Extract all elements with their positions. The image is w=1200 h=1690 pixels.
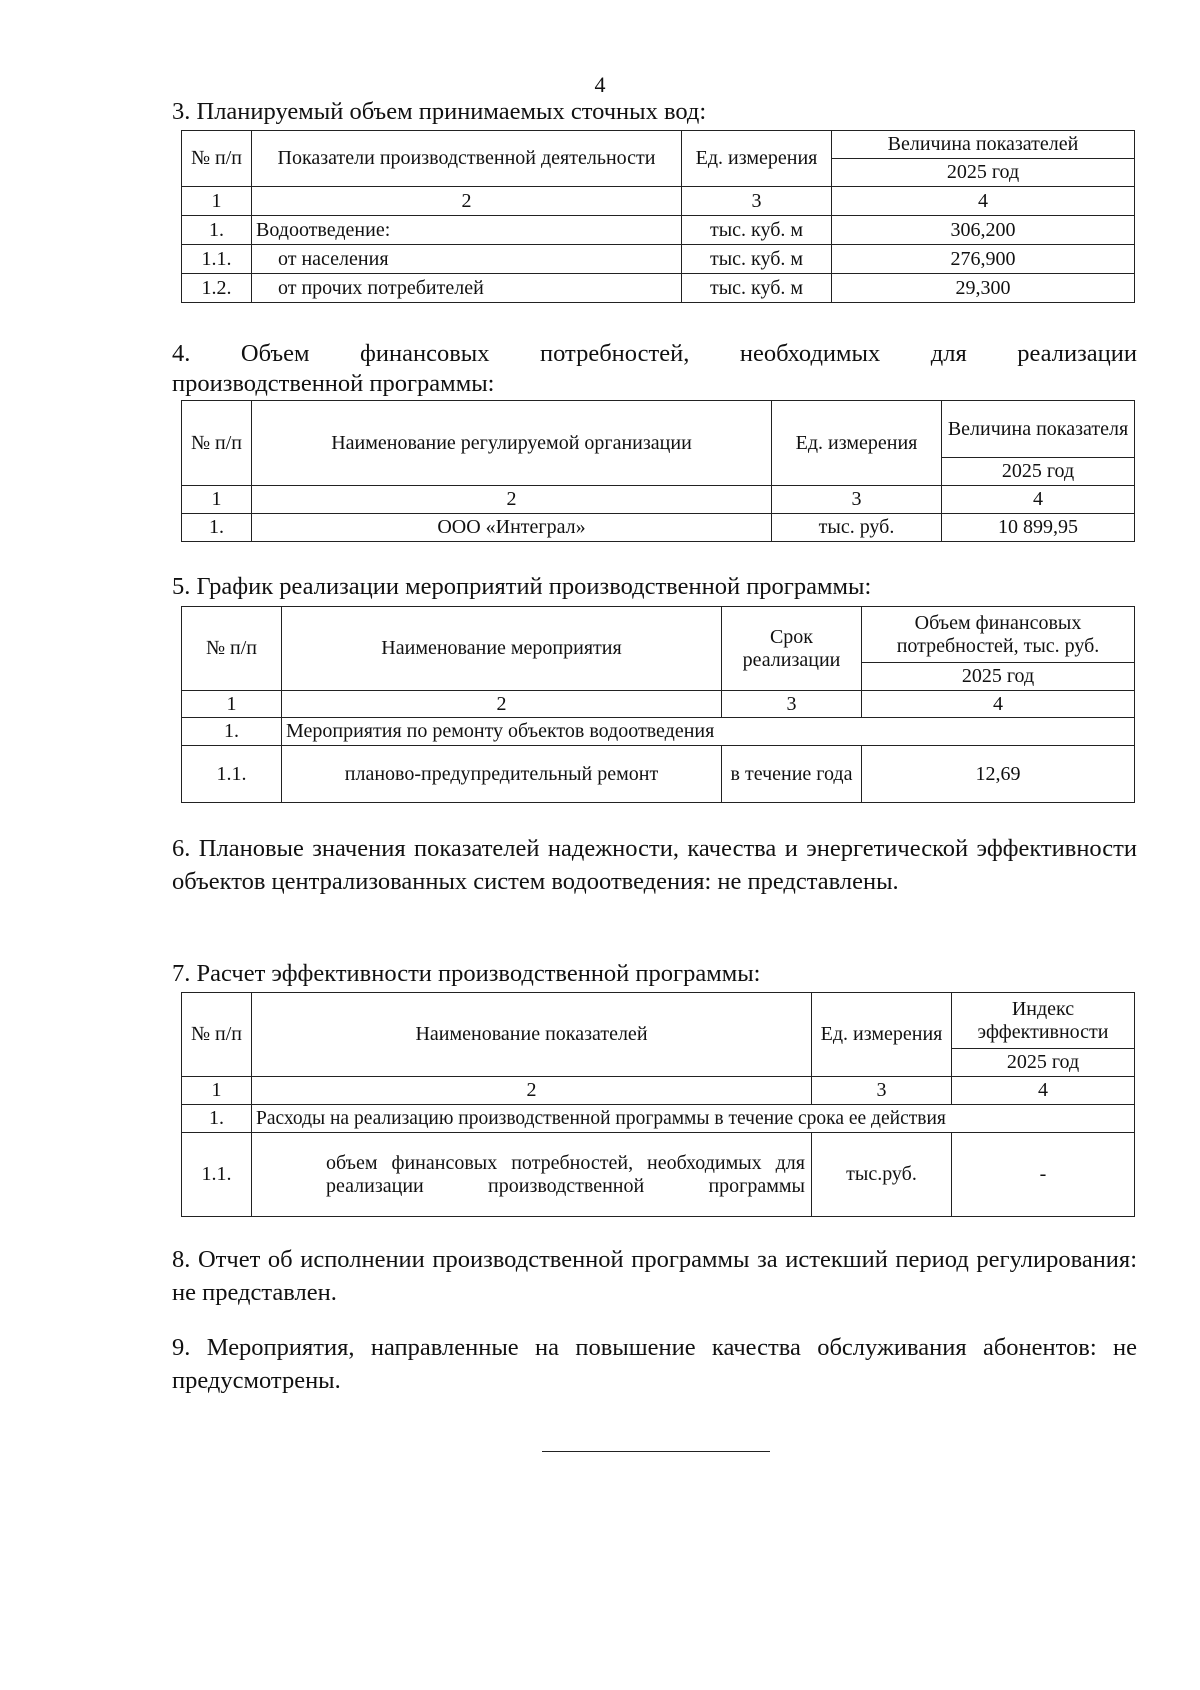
header-no: № п/п: [182, 607, 282, 691]
header-value: Величина показателя: [942, 401, 1135, 458]
col-number: 4: [942, 486, 1135, 514]
row-no: 1.2.: [182, 274, 252, 303]
row-unit: тыс.руб.: [812, 1133, 952, 1217]
row-value: 12,69: [862, 746, 1135, 803]
row-value: -: [952, 1133, 1135, 1217]
section-4-title-line1: 4. Объем финансовых потребностей, необходимых для реализации: [172, 340, 1137, 367]
section-7-title: 7. Расчет эффективности производственной программы:: [172, 960, 761, 987]
header-efficiency-index: Индекс эффективности: [952, 993, 1135, 1049]
financial-needs-table: [181, 400, 1135, 542]
row-unit: тыс. куб. м: [682, 245, 832, 274]
section-6-text: 6. Плановые значения показателей надежности, качества и энергетической эффективности объектов централизованных систем водоотведения: не представлены.: [172, 835, 1137, 895]
row-unit: тыс. куб. м: [682, 274, 832, 303]
header-values: Величина показателей: [832, 131, 1135, 159]
section-3-title: 3. Планируемый объем принимаемых сточных вод:: [172, 98, 707, 125]
header-organization: Наименование регулируемой организации: [252, 401, 772, 486]
col-number: 2: [282, 691, 722, 718]
row-name-cell: [252, 1133, 812, 1217]
row-unit: тыс. руб.: [772, 514, 942, 542]
section-5-title: 5. График реализации мероприятий производственной программы:: [172, 573, 872, 600]
group-name: Расходы на реализацию производственной программы в течение срока ее действия: [252, 1105, 1135, 1133]
header-indicators: Показатели производственной деятельности: [252, 131, 682, 187]
col-number: 2: [252, 1077, 812, 1105]
header-no: № п/п: [182, 993, 252, 1077]
row-value: 29,300: [832, 274, 1135, 303]
page-number: 4: [594, 72, 606, 97]
col-number: 4: [862, 691, 1135, 718]
row-no: 1.1.: [182, 245, 252, 274]
activities-schedule-table: [181, 606, 1135, 803]
row-name: Водоотведение:: [252, 216, 682, 245]
header-activity: Наименование мероприятия: [282, 607, 722, 691]
col-number: 3: [682, 187, 832, 216]
section-8-text: 8. Отчет об исполнении производственной программы за истекший период регулирования: не представлен.: [172, 1246, 1137, 1306]
row-organization: ООО «Интеграл»: [252, 514, 772, 542]
table-row: [182, 216, 1135, 245]
col-number: 1: [182, 187, 252, 216]
header-unit: Ед. измерения: [682, 131, 832, 187]
col-number: 1: [182, 486, 252, 514]
header-no: № п/п: [182, 401, 252, 486]
closing-divider: [542, 1451, 770, 1452]
col-number: 4: [832, 187, 1135, 216]
row-name: от населения: [252, 245, 682, 274]
row-name: объем финансовых потребностей, необходимых для реализации производственной программы: [326, 1151, 805, 1197]
col-number: 3: [812, 1077, 952, 1105]
col-number: 3: [772, 486, 942, 514]
row-no: 1.: [182, 514, 252, 542]
row-no: 1.1.: [182, 1133, 252, 1217]
col-number: 1: [182, 691, 282, 718]
wastewater-volume-table: [181, 130, 1135, 303]
table-row: [182, 245, 1135, 274]
group-name: Мероприятия по ремонту объектов водоотведения: [282, 718, 1135, 746]
table-row: [182, 514, 1135, 542]
header-year: 2025 год: [862, 663, 1135, 691]
header-no: № п/п: [182, 131, 252, 187]
row-activity: планово-предупредительный ремонт: [282, 746, 722, 803]
row-no: 1.1.: [182, 746, 282, 803]
row-unit: тыс. куб. м: [682, 216, 832, 245]
group-no: 1.: [182, 1105, 252, 1133]
header-year: 2025 год: [942, 458, 1135, 486]
header-financial-volume: Объем финансовых потребностей, тыс. руб.: [862, 607, 1135, 663]
efficiency-table: [181, 992, 1135, 1217]
header-indicators: Наименование показателей: [252, 993, 812, 1077]
table-row: [182, 274, 1135, 303]
table-row: [182, 746, 1135, 803]
col-number: 2: [252, 187, 682, 216]
group-no: 1.: [182, 718, 282, 746]
header-term: Срок реализации: [722, 607, 862, 691]
col-number: 1: [182, 1077, 252, 1105]
row-value: 10 899,95: [942, 514, 1135, 542]
row-value: 276,900: [832, 245, 1135, 274]
header-unit: Ед. измерения: [812, 993, 952, 1077]
header-year: 2025 год: [952, 1049, 1135, 1077]
row-term: в течение года: [722, 746, 862, 803]
col-number: 2: [252, 486, 772, 514]
table-row: [182, 1133, 1135, 1217]
table-group-row: [182, 718, 1135, 746]
section-9-text: 9. Мероприятия, направленные на повышение качества обслуживания абонентов: не предусмотрены.: [172, 1334, 1137, 1394]
row-name: от прочих потребителей: [252, 274, 682, 303]
row-no: 1.: [182, 216, 252, 245]
header-year: 2025 год: [832, 159, 1135, 187]
section-4-title-line2: производственной программы:: [172, 370, 495, 397]
col-number: 4: [952, 1077, 1135, 1105]
col-number: 3: [722, 691, 862, 718]
row-value: 306,200: [832, 216, 1135, 245]
table-group-row: [182, 1105, 1135, 1133]
header-unit: Ед. измерения: [772, 401, 942, 486]
